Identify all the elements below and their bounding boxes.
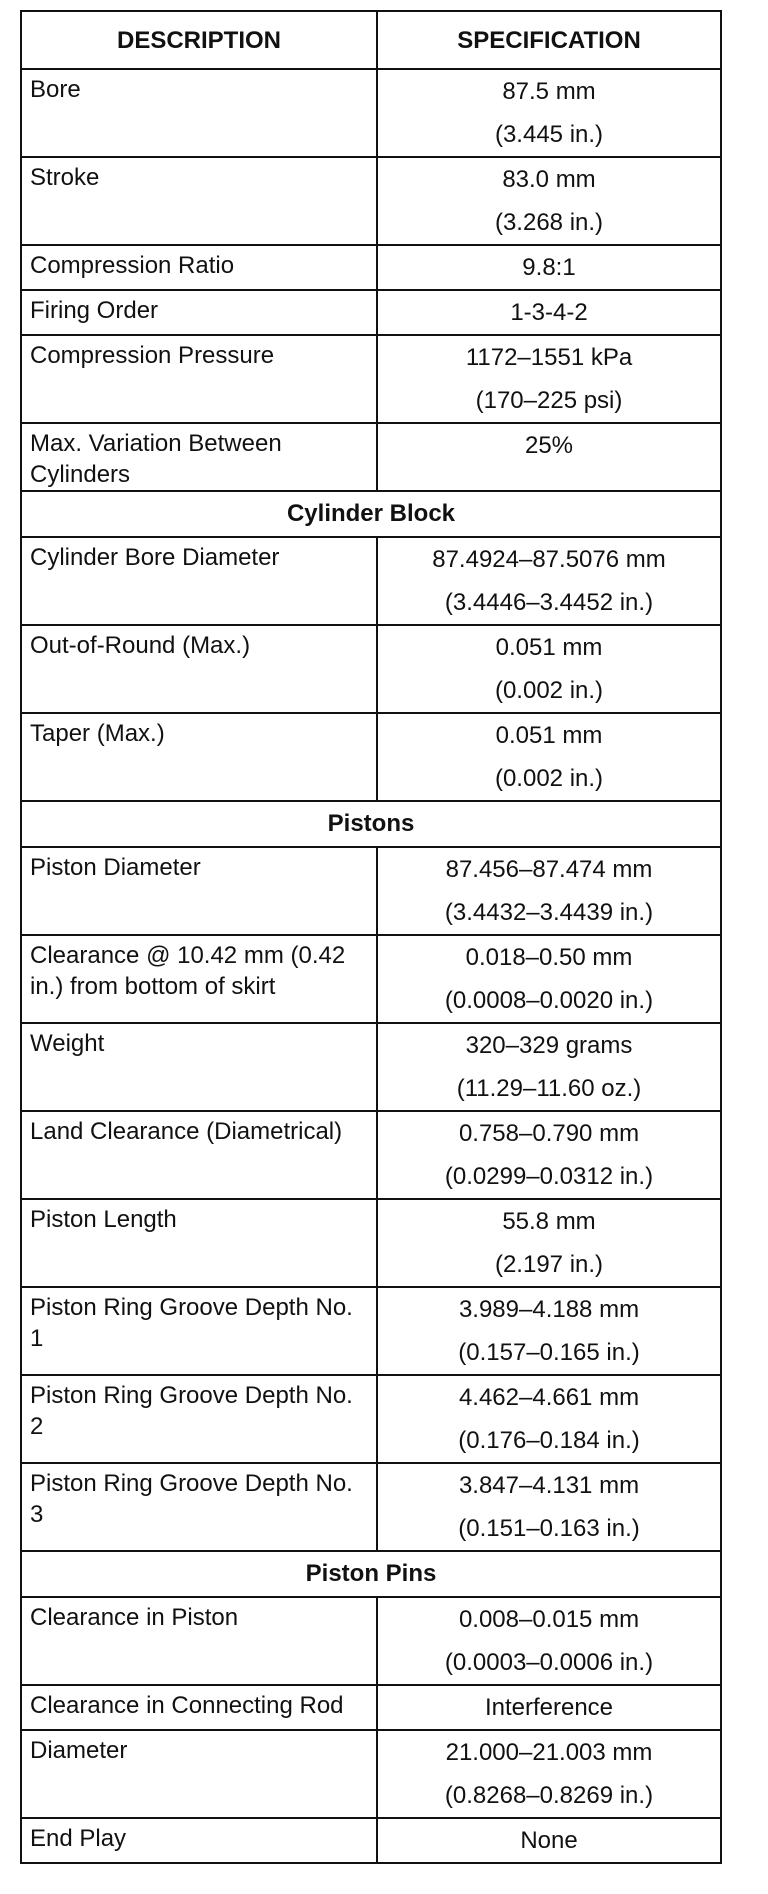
pistons-section-title: Pistons — [21, 801, 721, 847]
description-cell: Piston Ring Groove Depth No. 1 — [21, 1287, 377, 1375]
metric-value: 3.989–4.188 mm — [458, 1296, 640, 1323]
specification-cell — [377, 335, 721, 423]
specification-cell — [377, 537, 721, 625]
table-row — [21, 1023, 721, 1111]
specification-cell — [377, 713, 721, 801]
table-row — [21, 290, 721, 335]
metric-value: 4.462–4.661 mm — [458, 1384, 640, 1411]
imperial-value: (0.151–0.163 in.) — [458, 1515, 640, 1542]
imperial-value: (11.29–11.60 oz.) — [456, 1075, 642, 1102]
specification-cell — [377, 1287, 721, 1375]
metric-value: 1-3-4-2 — [510, 299, 588, 326]
description-cell: Weight — [21, 1023, 377, 1111]
table-row — [21, 1597, 721, 1685]
imperial-value: (3.268 in.) — [494, 209, 604, 236]
metric-value: 25% — [524, 432, 574, 459]
description-cell: Land Clearance (Diametrical) — [21, 1111, 377, 1199]
piston-pins-section-title: Piston Pins — [21, 1551, 721, 1597]
description-column-header: DESCRIPTION — [21, 11, 377, 69]
table-row — [21, 537, 721, 625]
imperial-value: (2.197 in.) — [494, 1251, 604, 1278]
cylinder-block-section-row — [21, 491, 721, 537]
table-row — [21, 1730, 721, 1818]
piston-pins-section-row — [21, 1551, 721, 1597]
imperial-value: (0.002 in.) — [494, 765, 604, 792]
metric-value: 0.051 mm — [495, 722, 603, 749]
table-row — [21, 157, 721, 245]
table-body — [21, 69, 721, 1863]
description-cell: Out-of-Round (Max.) — [21, 625, 377, 713]
specification-cell — [377, 935, 721, 1023]
metric-value: 3.847–4.131 mm — [458, 1472, 640, 1499]
table-row — [21, 1287, 721, 1375]
description-cell: Compression Ratio — [21, 245, 377, 290]
specification-cell — [377, 625, 721, 713]
specification-cell — [377, 1730, 721, 1818]
description-cell: End Play — [21, 1818, 377, 1863]
cylinder-block-section-title: Cylinder Block — [21, 491, 721, 537]
description-cell: Compression Pressure — [21, 335, 377, 423]
metric-value: 0.051 mm — [495, 634, 603, 661]
specification-cell — [377, 157, 721, 245]
metric-value: 21.000–21.003 mm — [445, 1739, 653, 1766]
table-row — [21, 1463, 721, 1551]
imperial-value: (0.157–0.165 in.) — [458, 1339, 640, 1366]
description-cell: Stroke — [21, 157, 377, 245]
table-row — [21, 625, 721, 713]
table-row — [21, 1375, 721, 1463]
imperial-value: (0.0299–0.0312 in.) — [444, 1163, 654, 1190]
specification-cell — [377, 290, 721, 335]
specification-cell — [377, 1111, 721, 1199]
metric-value: 87.4924–87.5076 mm — [432, 546, 666, 573]
specification-cell — [377, 1023, 721, 1111]
description-cell: Taper (Max.) — [21, 713, 377, 801]
table-row — [21, 1818, 721, 1863]
imperial-value: (0.002 in.) — [494, 677, 604, 704]
description-cell: Max. Variation Between Cylinders — [21, 423, 377, 491]
table-row — [21, 713, 721, 801]
pistons-section-row — [21, 801, 721, 847]
table-row — [21, 847, 721, 935]
metric-value: 87.5 mm — [502, 78, 596, 105]
imperial-value: (170–225 psi) — [475, 387, 623, 414]
engine-specification-table — [20, 10, 722, 1864]
imperial-value: (0.176–0.184 in.) — [458, 1427, 640, 1454]
metric-value: 1172–1551 kPa — [465, 344, 633, 371]
imperial-value: (3.4432–3.4439 in.) — [444, 899, 654, 926]
metric-value: 55.8 mm — [502, 1208, 596, 1235]
specification-cell — [377, 847, 721, 935]
specification-cell — [377, 1685, 721, 1730]
imperial-value: (3.4446–3.4452 in.) — [444, 589, 654, 616]
metric-value: 0.008–0.015 mm — [458, 1606, 640, 1633]
specification-cell — [377, 1597, 721, 1685]
description-cell: Diameter — [21, 1730, 377, 1818]
description-cell: Piston Diameter — [21, 847, 377, 935]
description-cell: Piston Length — [21, 1199, 377, 1287]
metric-value: 0.018–0.50 mm — [465, 944, 633, 971]
specification-cell — [377, 245, 721, 290]
specification-cell — [377, 1463, 721, 1551]
description-cell: Bore — [21, 69, 377, 157]
description-cell: Piston Ring Groove Depth No. 3 — [21, 1463, 377, 1551]
specification-column-header: SPECIFICATION — [377, 11, 721, 69]
description-cell: Clearance @ 10.42 mm (0.42 in.) from bottom of skirt — [21, 935, 377, 1023]
imperial-value: (0.0003–0.0006 in.) — [444, 1649, 654, 1676]
table-row — [21, 245, 721, 290]
imperial-value: (0.0008–0.0020 in.) — [444, 987, 654, 1014]
metric-value: 9.8:1 — [522, 254, 576, 281]
metric-value: 83.0 mm — [502, 166, 596, 193]
metric-value: 320–329 grams — [465, 1032, 633, 1059]
table-row — [21, 935, 721, 1023]
description-cell: Clearance in Piston — [21, 1597, 377, 1685]
table-row — [21, 69, 721, 157]
specification-cell — [377, 1818, 721, 1863]
specification-cell — [377, 1375, 721, 1463]
table-row — [21, 1685, 721, 1730]
table-row — [21, 335, 721, 423]
description-cell: Piston Ring Groove Depth No. 2 — [21, 1375, 377, 1463]
metric-value: Interference — [484, 1694, 614, 1721]
table-row — [21, 1199, 721, 1287]
imperial-value: (3.445 in.) — [494, 121, 604, 148]
specification-cell — [377, 1199, 721, 1287]
description-cell: Firing Order — [21, 290, 377, 335]
metric-value: 0.758–0.790 mm — [458, 1120, 640, 1147]
metric-value: None — [520, 1827, 578, 1854]
table-header-row — [21, 11, 721, 69]
metric-value: 87.456–87.474 mm — [445, 856, 653, 883]
table-row — [21, 1111, 721, 1199]
specification-cell — [377, 423, 721, 491]
table-row — [21, 423, 721, 491]
description-cell: Clearance in Connecting Rod — [21, 1685, 377, 1730]
imperial-value: (0.8268–0.8269 in.) — [444, 1782, 654, 1809]
description-cell: Cylinder Bore Diameter — [21, 537, 377, 625]
specification-cell — [377, 69, 721, 157]
